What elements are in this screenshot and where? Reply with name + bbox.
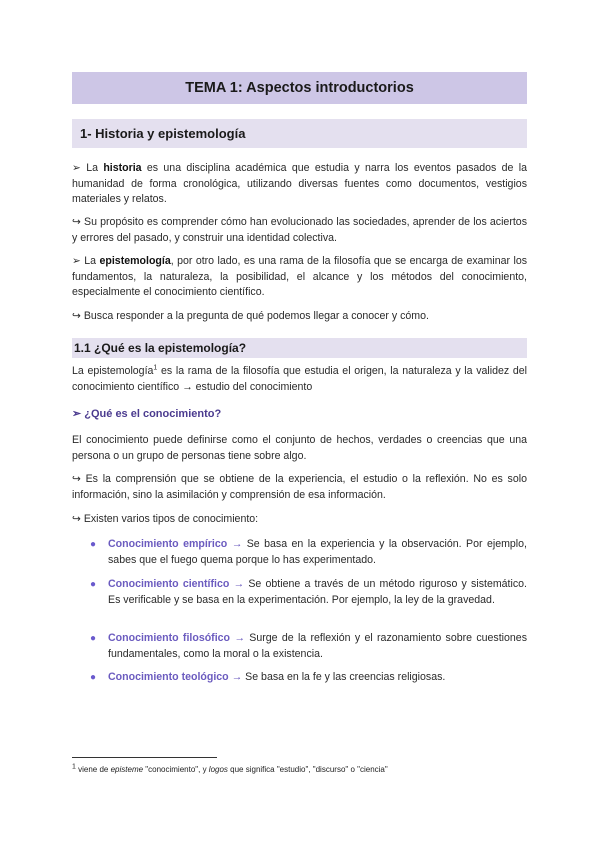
arrow-icon: → (234, 632, 245, 644)
paragraph-text: La epistemología (72, 365, 154, 377)
subsection-heading-banner (72, 338, 527, 358)
list-item (90, 537, 527, 568)
list-item (90, 670, 527, 686)
type-description: Se obtiene a través de un método riguroso y sistemático. Es verificable y se basa en la experimentación. Por ejemplo, la ley de la gravedad. (108, 578, 527, 606)
footnote (72, 765, 388, 774)
paragraph-proposito: ↪ Su propósito es comprender cómo han evolucionado las sociedades, aprender de los aciertos y errores del pasado, y construir una identidad colectiva. (72, 216, 527, 244)
paragraph-conocimiento: El conocimiento puede definirse como el conjunto de hechos, verdades o creencias que una persona o un grupo de personas tiene sobre algo. (72, 434, 527, 462)
paragraph-busca: ↪ Busca responder a la pregunta de qué podemos llegar a conocer y cómo. (72, 310, 429, 322)
bullet-arrow: ➢ La (72, 255, 100, 267)
question-heading: ➢ ¿Qué es el conocimiento? (72, 408, 222, 420)
paragraph-definicion (72, 364, 527, 395)
list-item (90, 631, 527, 662)
subsection-heading: 1.1 ¿Qué es la epistemología? (74, 341, 247, 355)
arrow-icon: → (231, 671, 243, 683)
page-title: TEMA 1: Aspectos introductorios (185, 80, 414, 96)
paragraph-comprension: ↪ Es la comprensión que se obtiene de la experiencia, el estudio o la reflexión. No es solo información, sino la asimilación y comprensión de esa información. (72, 473, 527, 501)
footnote-number: 1 (72, 763, 76, 771)
arrow-icon: → (231, 538, 243, 550)
footnote-text: "conocimiento", y (143, 765, 209, 774)
footnote-term: episteme (110, 765, 144, 774)
bullet-dot-icon: ● (90, 579, 97, 590)
bullet-arrow: ➢ La (72, 162, 104, 174)
paragraph-text: es la rama de la filosofía que estudia el origen, la naturaleza y la validez del conocimiento científico → estudio del conocimiento (72, 365, 528, 393)
footnote-text: viene de (75, 765, 111, 774)
type-description: Se basa en la experiencia y la observación. Por ejemplo, sabes que el fuego quema porque lo has experimentado. (108, 538, 527, 566)
footnote-ref: 1 (153, 364, 158, 372)
bullet-dot-icon: ● (90, 633, 97, 644)
footnote-text: que significa "estudio", "discurso" o "ciencia" (227, 765, 388, 774)
list-item (90, 577, 527, 608)
paragraph-text: , por otro lado, es una rama de la filosofía que se encarga de examinar los fundamentos, la naturaleza, la posibilidad, el alcance y los métodos del conocimiento, especialmente el conocimiento científico. (72, 255, 528, 298)
footnote-divider (72, 757, 217, 758)
type-name: Conocimiento empírico (108, 538, 228, 550)
title-banner (72, 72, 527, 104)
paragraph-text: es una disciplina académica que estudia y narra los eventos pasados de la humanidad de forma cronológica, utilizando diversas fuentes como documentos, vestigios materiales y relatos. (72, 162, 528, 205)
keyword-epistemologia: epistemología (99, 255, 171, 267)
type-name: Conocimiento filosófico (108, 632, 231, 644)
type-name: Conocimiento científico (108, 578, 230, 590)
footnote-term: logos (208, 765, 228, 774)
arrow-icon: → (233, 578, 245, 590)
section-heading-banner (72, 119, 527, 148)
bullet-dot-icon: ● (90, 539, 97, 550)
type-description: Surge de la reflexión y el razonamiento sobre cuestiones fundamentales, como la moral o la existencia. (108, 632, 527, 660)
keyword-historia: historia (103, 162, 142, 174)
type-name: Conocimiento teológico (108, 671, 229, 683)
section-heading: 1- Historia y epistemología (80, 126, 246, 141)
paragraph-epistemologia (72, 254, 527, 301)
paragraph-tipos-intro: ↪ Existen varios tipos de conocimiento: (72, 513, 259, 525)
paragraph-historia (72, 161, 527, 208)
bullet-dot-icon: ● (90, 672, 97, 683)
type-description: Se basa en la fe y las creencias religiosas. (242, 671, 446, 683)
